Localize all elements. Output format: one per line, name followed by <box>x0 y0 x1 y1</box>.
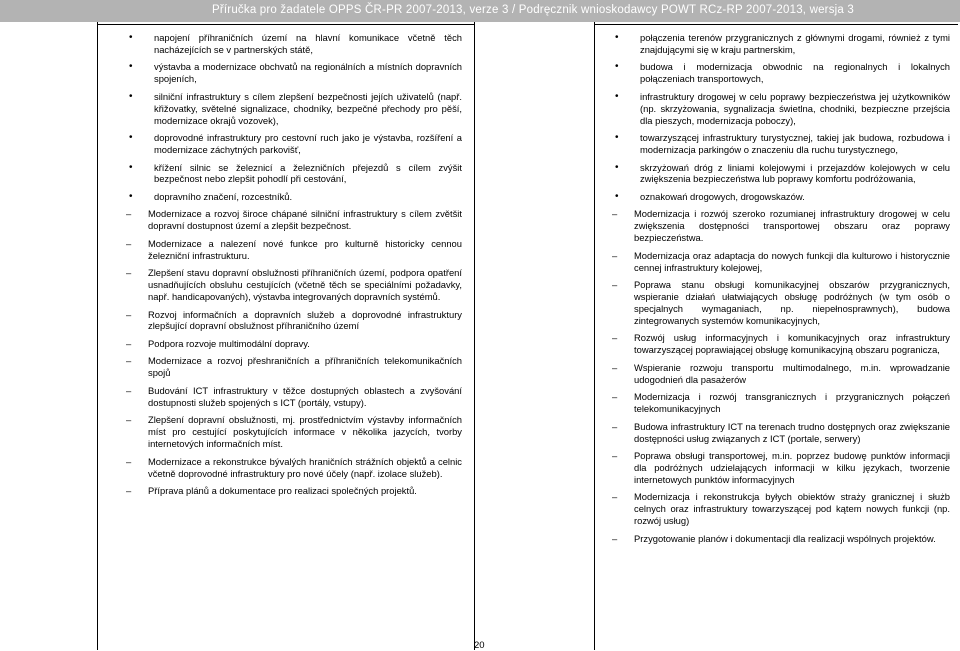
dash-item <box>118 414 462 450</box>
dash-icon: – <box>612 450 618 461</box>
item-text: Modernizacja i rekonstrukcja byłych obiektów straży granicznej i służb celnych oraz infrastruktury towarzyszącej pod kątem nowych funkcji (np. rozwój usług) <box>634 491 950 527</box>
item-text: Rozwój usług informacyjnych i komunikacyjnych oraz infrastruktury towarzyszącej poprawiającej obsługę komunikacyjną obszaru pogranicza, <box>634 332 950 356</box>
dash-item <box>604 421 950 445</box>
item-text: Modernizacja i rozwój transgranicznych i przygranicznych połączeń telekomunikacyjnych <box>634 391 950 415</box>
item-text: Rozvoj informačních a dopravních služeb a doprovodné infrastruktury zlepšující dopravní obslužnost příhraničního území <box>148 308 462 332</box>
dash-item <box>604 533 950 545</box>
list-item <box>604 162 950 186</box>
dash-icon: – <box>612 208 618 220</box>
bullet-icon: • <box>129 32 133 43</box>
dash-item <box>604 450 950 486</box>
dash-icon: – <box>612 361 618 373</box>
dash-icon: – <box>612 420 618 432</box>
dash-icon: – <box>126 455 132 467</box>
dash-icon: – <box>126 414 132 426</box>
bullet-icon: • <box>615 132 619 144</box>
dash-icon: – <box>612 249 618 261</box>
dash-item <box>118 238 462 262</box>
dash-item <box>604 391 950 415</box>
item-text: Podpora rozvoje multimodální dopravy. <box>148 337 310 349</box>
page-number: 20 <box>474 640 485 651</box>
bullet-icon: • <box>129 190 133 202</box>
dash-icon: – <box>126 384 132 396</box>
bullet-icon: • <box>129 61 133 73</box>
item-text: infrastruktury drogowej w celu poprawy bezpieczeństwa jej użytkowników (np. skrzyżowania, sygnalizacja świetlna, chodniki, bezpieczne przejścia dla pieszych, modernizacja poboczy), <box>640 90 950 126</box>
dash-icon: – <box>126 337 132 349</box>
dash-item <box>118 267 462 303</box>
dash-item <box>118 338 462 350</box>
list-item <box>604 32 950 56</box>
item-text: Příprava plánů a dokumentace pro realizaci společných projektů. <box>148 485 417 496</box>
bullet-icon: • <box>615 161 619 173</box>
list-item <box>118 61 462 85</box>
bullet-icon: • <box>615 32 619 43</box>
top-rule <box>98 24 474 25</box>
dash-item <box>604 279 950 327</box>
item-text: Modernizace a rozvoj široce chápané silniční infrastruktury s cílem zvětšit dopravní dostupnost území a zlepšit bezpečnost. <box>148 208 462 232</box>
item-text: křížení silnic se železnicí a železničních přejezdů s cílem zvýšit bezpečnost nebo zlepšit pohodlí při cestování, <box>154 161 462 185</box>
dash-icon: – <box>126 308 132 320</box>
list-item <box>118 162 462 186</box>
dash-icon: – <box>612 491 618 503</box>
item-text: Poprawa stanu obsługi komunikacyjnej obszarów przygranicznych, wspieranie działań ułatwiających obsługę podróżnych (w tym osób o specjalnych wymaganiach, np. niepełnosprawnych), budowa zintegrowanych systemów komunikacyjnych, <box>634 279 950 326</box>
dash-item <box>118 309 462 333</box>
dash-item <box>118 456 462 480</box>
item-text: výstavba a modernizace obchvatů na regionálních a místních dopravních spojeních, <box>154 61 462 85</box>
item-text: silniční infrastruktury s cílem zlepšení bezpečnosti jejích uživatelů (např. křižovatky, světelné signalizace, chodníky, bezpečné přechody pro pěší, modernizace okrajů vozovek), <box>154 90 462 126</box>
item-text: Zlepšení stavu dopravní obslužnosti příhraničních území, podpora opatření usnadňujících obsluhu cestujících (včetně těch se speciálními požadavky, např. handicapovaných), výstavba integrovaných dopravních systémů. <box>148 267 462 303</box>
dash-icon: – <box>612 391 618 403</box>
dash-item <box>118 485 462 497</box>
item-text: dopravního značení, rozcestníků. <box>154 190 293 202</box>
item-text: napojení příhraničních území na hlavní komunikace včetně těch nacházejících se v partnerských státě, <box>154 32 462 55</box>
dash-item <box>118 385 462 409</box>
top-rule <box>595 24 958 25</box>
list-item <box>604 191 950 203</box>
item-text: połączenia terenów przygranicznych z głównymi drogami, również z tymi znajdującymi się w kraju partnerskim, <box>640 32 950 55</box>
list-item <box>604 61 950 85</box>
list-item <box>118 32 462 56</box>
item-text: Przygotowanie planów i dokumentacji dla realizacji wspólnych projektów. <box>634 532 936 544</box>
item-text: Budowa infrastruktury ICT na terenach trudno dostępnych oraz zwiększanie dostępności usług związanych z ICT (portale, serwery) <box>634 420 950 444</box>
dash-icon: – <box>126 237 132 249</box>
item-text: Modernizace a rozvoj přeshraničních a příhraničních telekomunikačních spojů <box>148 355 462 379</box>
dash-item <box>604 362 950 386</box>
header-title: Příručka pro žadatele OPPS ČR-PR 2007-2013, verze 3 / Podręcznik wnioskodawcy POWT RCz-RP 2007-2013, wersja 3 <box>212 4 855 16</box>
dash-icon: – <box>612 279 618 291</box>
item-text: doprovodné infrastruktury pro cestovní ruch jako je výstavba, rozšíření a modernizace záchytných parkovišť, <box>154 132 462 156</box>
item-text: oznakowań drogowych, drogowskazów. <box>640 190 805 202</box>
dash-icon: – <box>612 532 618 544</box>
dash-item <box>604 250 950 274</box>
item-text: Budování ICT infrastruktury v těžce dostupných oblastech a zvyšování dostupnosti služeb spojených s ICT (portály, vstupy). <box>148 384 462 408</box>
dash-icon: – <box>126 267 132 279</box>
dash-icon: – <box>126 485 132 496</box>
dash-item <box>118 355 462 379</box>
dash-item <box>604 208 950 244</box>
bullet-icon: • <box>615 90 619 102</box>
dash-icon: – <box>126 355 132 367</box>
document-header <box>0 0 960 22</box>
bullet-icon: • <box>129 132 133 144</box>
item-text: Modernizace a nalezení nové funkce pro kulturně historicky cennou železniční infrastrukturu. <box>148 237 462 261</box>
list-item <box>604 132 950 156</box>
bullet-icon: • <box>615 61 619 73</box>
item-text: Wspieranie rozwoju transportu multimodalnego, m.in. wprowadzanie udogodnień dla pasażerów <box>634 361 950 385</box>
dash-icon: – <box>612 332 618 344</box>
dash-item <box>604 332 950 356</box>
czech-text <box>118 32 462 503</box>
item-text: towarzyszącej infrastruktury turystycznej, takiej jak budowa, rozbudowa i modernizacja parkingów o znaczeniu dla ruchu turystycznego, <box>640 132 950 156</box>
list-item <box>118 132 462 156</box>
bullet-icon: • <box>129 90 133 102</box>
item-text: Modernizacja i rozwój szeroko rozumianej infrastruktury drogowej w celu zwiększenia dostępności transportowej obszaru oraz poprawy bezpieczeństwa. <box>634 208 950 244</box>
list-item <box>118 191 462 203</box>
item-text: Zlepšení dopravní obslužnosti, mj. prostřednictvím výstavby informačních míst pro cestující poskytujících informace v několika jazycích, tvorby internetových informačních míst. <box>148 414 462 450</box>
dash-item <box>604 491 950 527</box>
dash-icon: – <box>126 208 132 220</box>
polish-text <box>604 32 950 550</box>
bullet-icon: • <box>129 161 133 173</box>
list-item <box>118 91 462 127</box>
item-text: Poprawa obsługi transportowej, m.in. poprzez budowę punktów informacji dla podróżnych udzielających informacji w kilku językach, tworzenie internetowych punktów informacyjnych <box>634 450 950 485</box>
item-text: budowa i modernizacja obwodnic na regionalnych i lokalnych połączeniach transportowych, <box>640 61 950 85</box>
bullet-icon: • <box>615 190 619 202</box>
item-text: skrzyżowań dróg z liniami kolejowymi i przejazdów kolejowych w celu zwiększenia bezpieczeństwa lub poprawy komfortu podróżowania, <box>640 161 950 185</box>
dash-item <box>118 208 462 232</box>
list-item <box>604 91 950 127</box>
item-text: Modernizace a rekonstrukce bývalých hraničních strážních objektů a celnic včetně doprovodné infrastruktury pro nové účely (např. izolace služeb). <box>148 455 462 479</box>
item-text: Modernizacja oraz adaptacja do nowych funkcji dla kulturowo i historycznie cennej infrastruktury kolejowej, <box>634 249 950 273</box>
